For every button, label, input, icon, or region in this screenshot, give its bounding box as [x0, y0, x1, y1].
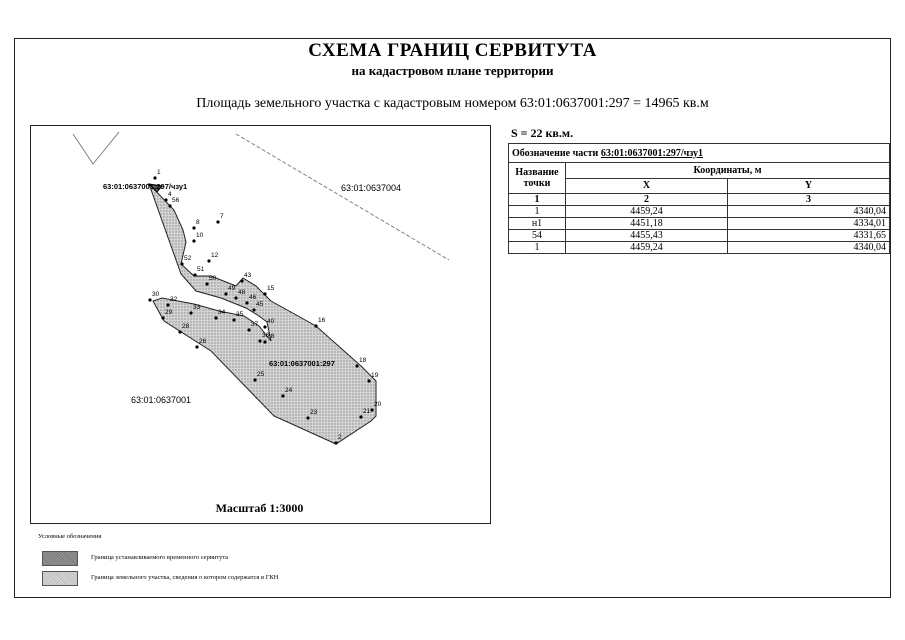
part-id: 63:01:0637001:297/чзу1 — [600, 147, 704, 159]
point-label: 26 — [199, 338, 207, 345]
point-label: 40 — [267, 318, 275, 325]
point-label: 28 — [182, 323, 190, 330]
cell-y: 4340,04 — [727, 242, 889, 254]
boundary-point — [370, 408, 373, 411]
boundary-point — [148, 298, 151, 301]
point-label: 29 — [165, 309, 173, 316]
boundary-point — [245, 301, 248, 304]
boundary-point — [232, 318, 235, 321]
cell-name: 1 — [509, 242, 566, 254]
map-canvas — [31, 126, 490, 523]
point-label: 45 — [256, 301, 264, 308]
point-label: 18 — [359, 357, 367, 364]
part-label: Обозначение части — [512, 147, 599, 159]
boundary-point — [334, 441, 337, 444]
point-label: 48 — [238, 289, 246, 296]
point-label: 38 — [267, 333, 275, 340]
col-coords: Координаты, м — [566, 163, 890, 179]
point-label: 35 — [236, 311, 244, 318]
parcel-polygon — [149, 184, 376, 444]
page-subtitle: на кадастровом плане территории — [351, 63, 554, 78]
point-label: 34 — [218, 309, 226, 316]
point-label: 49 — [228, 285, 236, 292]
boundary-point — [253, 378, 256, 381]
point-label: 23 — [310, 409, 318, 416]
boundary-point — [205, 282, 208, 285]
quarter-label-a: 63:01:0637004 — [341, 183, 402, 193]
boundary-point — [192, 239, 195, 242]
point-label: 1 — [157, 169, 161, 176]
boundary-point — [367, 379, 370, 382]
boundary-point — [359, 415, 362, 418]
point-label: 50 — [209, 275, 217, 282]
col-num-3: 3 — [727, 194, 889, 206]
legend-swatch-servitude — [42, 551, 78, 566]
col-num-2: 2 — [566, 194, 728, 206]
point-label: 21 — [363, 408, 371, 415]
legend-label-servitude: Граница устанавливаемого временного сервитута — [91, 554, 229, 561]
quarter-boundary-dashed — [236, 134, 449, 260]
boundary-point — [207, 259, 210, 262]
point-label: 12 — [211, 252, 219, 259]
point-label: 19 — [371, 372, 379, 379]
part-header — [509, 144, 890, 163]
point-label: 33 — [193, 304, 201, 311]
cell-name: 1 — [509, 206, 566, 218]
boundary-point — [247, 328, 250, 331]
boundary-point — [166, 303, 169, 306]
boundary-point — [189, 311, 192, 314]
point-label: 8 — [196, 219, 200, 226]
cell-x: 4459,24 — [566, 206, 728, 218]
legend-swatch-parcel — [42, 571, 78, 586]
point-label: 7 — [220, 213, 224, 220]
legend-title: Условные обозначения — [38, 533, 102, 540]
cell-x: 4455,43 — [566, 230, 728, 242]
col-num-1: 1 — [509, 194, 566, 206]
table-row — [509, 218, 890, 230]
boundary-point — [180, 262, 183, 265]
boundary-point — [168, 204, 171, 207]
boundary-point — [240, 279, 243, 282]
point-label: 36 — [262, 332, 270, 339]
point-label: 20 — [374, 401, 382, 408]
servitude-label: 63:01:0637001:297/чзу1 — [103, 182, 188, 191]
boundary-point — [224, 292, 227, 295]
point-label: 32 — [170, 296, 178, 303]
col-x: X — [566, 178, 728, 194]
boundary-point — [252, 308, 255, 311]
col-y: Y — [727, 178, 889, 194]
boundary-point — [281, 394, 284, 397]
cell-x: 4459,24 — [566, 242, 728, 254]
point-label: 37 — [251, 321, 259, 328]
point-label: 16 — [318, 317, 326, 324]
coordinates-table — [508, 143, 890, 254]
cell-name: 54 — [509, 230, 566, 242]
point-label: 2 — [338, 434, 342, 441]
servitude-area-label: S = 22 кв.м. — [511, 126, 574, 140]
cell-y: 4334,01 — [727, 218, 889, 230]
boundary-point — [153, 176, 156, 179]
page-title: СХЕМА ГРАНИЦ СЕРВИТУТА — [308, 40, 597, 61]
boundary-point — [263, 340, 266, 343]
boundary-point — [192, 226, 195, 229]
boundary-point — [263, 292, 266, 295]
boundary-point — [164, 198, 167, 201]
table-row — [509, 206, 890, 218]
area-line: Площадь земельного участка с кадастровым номером 63:01:0637001:297 = 14965 кв.м — [196, 96, 709, 111]
boundary-point — [161, 316, 164, 319]
boundary-point — [195, 345, 198, 348]
cell-y: 4331,65 — [727, 230, 889, 242]
quarter-boundary-line — [73, 132, 119, 164]
boundary-point — [214, 316, 217, 319]
boundary-point — [306, 416, 309, 419]
boundary-point — [355, 364, 358, 367]
point-label: 24 — [285, 387, 293, 394]
point-label: 4 — [168, 191, 172, 198]
boundary-point — [178, 330, 181, 333]
boundary-point — [193, 273, 196, 276]
point-label: 52 — [184, 255, 192, 262]
map-scale: Масштаб 1:3000 — [215, 501, 304, 515]
point-label: 25 — [257, 371, 265, 378]
point-label: 46 — [249, 294, 257, 301]
cell-name: н1 — [509, 218, 566, 230]
boundary-point — [258, 339, 261, 342]
cell-x: 4451,18 — [566, 218, 728, 230]
point-label: 43 — [244, 272, 252, 279]
cell-y: 4340,04 — [727, 206, 889, 218]
parcel-label: 63:01:0637001:297 — [269, 359, 335, 368]
legend-label-parcel: Граница земельного участка, сведения о котором содержатся в ГКН — [91, 574, 279, 581]
map-panel — [30, 125, 491, 524]
point-label: 15 — [267, 285, 275, 292]
point-label: 56 — [172, 197, 180, 204]
boundary-point — [234, 296, 237, 299]
point-label: 30 — [152, 291, 160, 298]
col-point-name: Название точки — [509, 163, 566, 194]
boundary-point — [216, 220, 219, 223]
boundary-point — [263, 325, 266, 328]
boundary-point — [314, 324, 317, 327]
table-row — [509, 230, 890, 242]
point-label: 10 — [196, 232, 204, 239]
table-row — [509, 242, 890, 254]
point-label: 51 — [197, 266, 205, 273]
quarter-label-b: 63:01:0637001 — [131, 395, 192, 405]
